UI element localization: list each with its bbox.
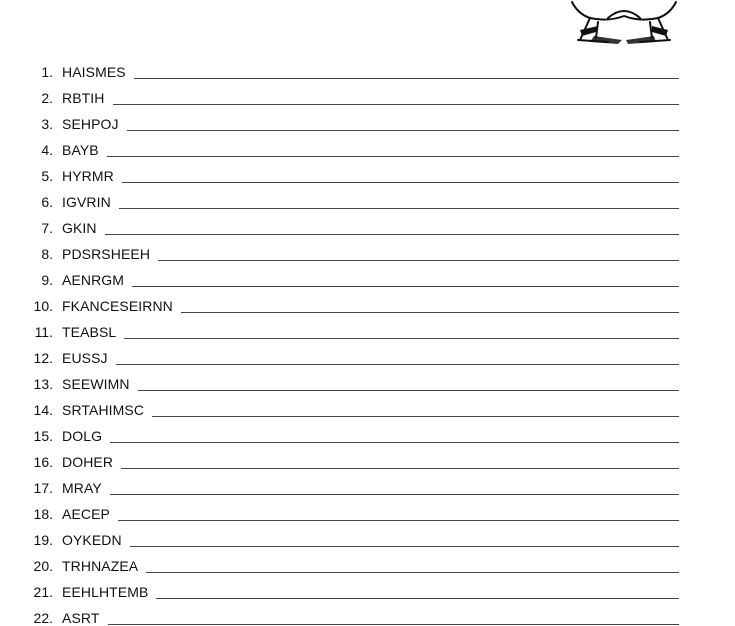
answer-line xyxy=(108,624,680,625)
worksheet-row xyxy=(0,366,735,392)
scrambled-word: BAYB xyxy=(62,142,99,158)
worksheet-row xyxy=(0,184,735,210)
item-number: 17. xyxy=(33,480,53,496)
unscramble-worksheet xyxy=(0,54,735,626)
worksheet-row xyxy=(0,548,735,574)
scrambled-word: DOHER xyxy=(62,454,114,470)
worksheet-row xyxy=(0,106,735,132)
worksheet-row xyxy=(0,496,735,522)
scrambled-word: HAISMES xyxy=(62,64,126,80)
scrambled-word: HYRMR xyxy=(62,168,114,184)
item-number: 5. xyxy=(41,168,53,184)
answer-line xyxy=(122,182,679,183)
worksheet-row xyxy=(0,314,735,340)
worksheet-row xyxy=(0,80,735,106)
scrambled-word: GKIN xyxy=(62,220,97,236)
scrambled-word: TRHNAZEA xyxy=(62,558,139,574)
worksheet-row xyxy=(0,340,735,366)
worksheet-row xyxy=(0,288,735,314)
worksheet-row xyxy=(0,444,735,470)
item-number: 2. xyxy=(41,90,53,106)
worksheet-row xyxy=(0,158,735,184)
item-number: 6. xyxy=(41,194,53,210)
item-number: 20. xyxy=(33,558,53,574)
scrambled-word: PDSRSHEEH xyxy=(62,246,151,262)
item-number: 4. xyxy=(41,142,53,158)
item-number: 9. xyxy=(41,272,53,288)
scrambled-word: DOLG xyxy=(62,428,103,444)
answer-line xyxy=(105,234,679,235)
scrambled-word: OYKEDN xyxy=(62,532,122,548)
scrambled-word: EUSSJ xyxy=(62,350,108,366)
worksheet-row xyxy=(0,574,735,600)
item-number: 14. xyxy=(33,402,53,418)
worksheet-row xyxy=(0,470,735,496)
answer-line xyxy=(127,130,679,131)
item-number: 19. xyxy=(33,532,53,548)
worksheet-row xyxy=(0,418,735,444)
scrambled-word: AENRGM xyxy=(62,272,125,288)
answer-line xyxy=(158,260,679,261)
answer-line xyxy=(118,520,679,521)
item-number: 21. xyxy=(33,584,53,600)
item-number: 7. xyxy=(41,220,53,236)
scrambled-word: TEABSL xyxy=(62,324,117,340)
worksheet-row xyxy=(0,522,735,548)
item-number: 11. xyxy=(34,324,53,340)
item-number: 12. xyxy=(33,350,53,366)
scrambled-word: EEHLHTEMB xyxy=(62,584,149,600)
worksheet-row xyxy=(0,210,735,236)
nativity-manger-icon xyxy=(568,0,680,46)
item-number: 15. xyxy=(33,428,53,444)
worksheet-row xyxy=(0,54,735,80)
scrambled-word: RBTIH xyxy=(62,90,105,106)
item-number: 18. xyxy=(33,506,53,522)
scrambled-word: SRTAHIMSC xyxy=(62,402,145,418)
scrambled-word: SEHPOJ xyxy=(62,116,119,132)
worksheet-row xyxy=(0,262,735,288)
worksheet-row xyxy=(0,236,735,262)
scrambled-word: IGVRIN xyxy=(62,194,111,210)
worksheet-row xyxy=(0,600,735,626)
item-number: 3. xyxy=(41,116,53,132)
answer-line xyxy=(116,364,679,365)
answer-line xyxy=(152,416,679,417)
item-number: 8. xyxy=(41,246,53,262)
answer-line xyxy=(121,468,679,469)
item-number: 10. xyxy=(33,298,53,314)
scrambled-word: AECEP xyxy=(62,506,110,522)
item-number: 13. xyxy=(33,376,53,392)
answer-line xyxy=(146,572,679,573)
answer-line xyxy=(113,104,680,105)
scrambled-word: MRAY xyxy=(62,480,102,496)
item-number: 22. xyxy=(33,610,53,626)
item-number: 1. xyxy=(41,64,53,80)
scrambled-word: SEEWIMN xyxy=(62,376,130,392)
worksheet-row xyxy=(0,132,735,158)
answer-line xyxy=(134,78,679,79)
scrambled-word: FKANCESEIRNN xyxy=(62,298,173,314)
answer-line xyxy=(138,390,679,391)
answer-line xyxy=(119,208,679,209)
answer-line xyxy=(181,312,679,313)
answer-line xyxy=(107,156,679,157)
scrambled-word: ASRT xyxy=(62,610,100,626)
worksheet-row xyxy=(0,392,735,418)
answer-line xyxy=(110,494,679,495)
answer-line xyxy=(132,286,679,287)
item-number: 16. xyxy=(33,454,53,470)
answer-line xyxy=(156,598,679,599)
answer-line xyxy=(124,338,679,339)
answer-line xyxy=(130,546,679,547)
answer-line xyxy=(110,442,679,443)
